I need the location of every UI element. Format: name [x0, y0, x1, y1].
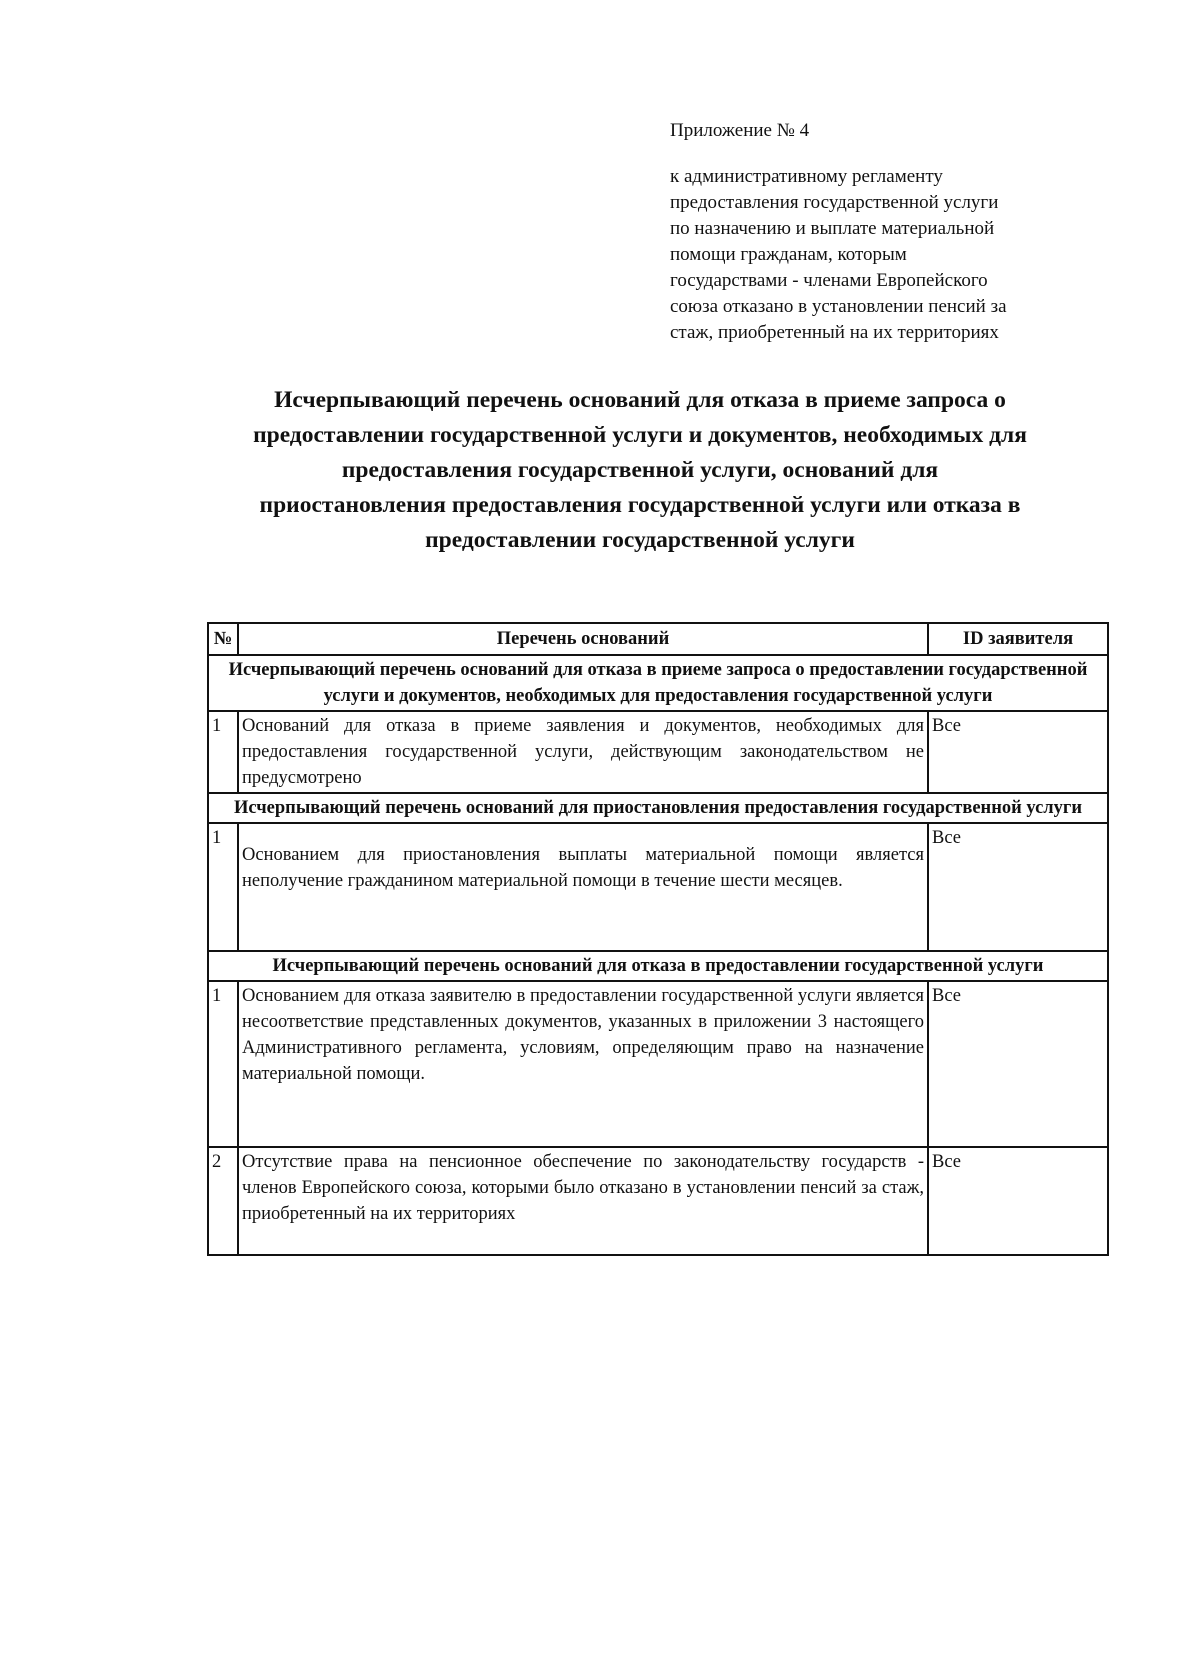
table-row — [208, 1147, 1108, 1255]
appendix-block — [670, 118, 1140, 346]
appendix-line: по назначению и выплате материальной — [670, 218, 995, 239]
header-num: № — [208, 623, 238, 655]
appendix-line: государствами - членами Европейского — [670, 270, 988, 291]
header-grounds: Перечень оснований — [238, 623, 928, 655]
appendix-line: союза отказано в установлении пенсий за — [670, 296, 1007, 317]
appendix-subtitle — [670, 164, 1140, 346]
row-number: 2 — [208, 1147, 238, 1255]
section-heading-row — [208, 793, 1108, 823]
table-row — [208, 823, 1108, 951]
title-line: приостановления предоставления государственной услуги или отказа в — [259, 492, 1021, 518]
table-header-row — [208, 623, 1108, 655]
appendix-title: Приложение № 4 — [670, 120, 810, 141]
section-heading-row — [208, 951, 1108, 981]
row-text: Основанием для отказа заявителю в предоставлении государственной услуги является несоответствие представленных документов, указанных в приложении 3 настоящего Административного регламента, условиям, определяющим право на назначение материальной помощи. — [238, 981, 928, 1147]
document-title — [130, 383, 1150, 558]
title-line: предоставлении государственной услуги — [425, 527, 855, 553]
row-number: 1 — [208, 711, 238, 793]
row-applicant-id: Все — [928, 1147, 1108, 1255]
row-applicant-id: Все — [928, 711, 1108, 793]
row-number: 1 — [208, 823, 238, 951]
row-text: Отсутствие права на пенсионное обеспечение по законодательству государств - членов Европейского союза, которыми было отказано в установлении пенсий за стаж, приобретенный на их территориях — [238, 1147, 928, 1255]
section-title-refusal-acceptance: Исчерпывающий перечень оснований для отказа в приеме запроса о предоставлении государственной услуги и документов, необходимых для предоставления государственной услуги — [208, 655, 1108, 711]
title-line: Исчерпывающий перечень оснований для отказа в приеме запроса о — [274, 387, 1006, 413]
grounds-table — [207, 622, 1109, 1256]
row-applicant-id: Все — [928, 823, 1108, 951]
row-number: 1 — [208, 981, 238, 1147]
header-applicant-id: ID заявителя — [928, 623, 1108, 655]
appendix-line: предоставления государственной услуги — [670, 192, 999, 213]
appendix-line: к административному регламенту — [670, 166, 943, 187]
appendix-line: стаж, приобретенный на их территориях — [670, 322, 999, 343]
row-applicant-id: Все — [928, 981, 1108, 1147]
table-row — [208, 711, 1108, 793]
row-text: Основанием для приостановления выплаты материальной помощи является неполучение гражданином материальной помощи в течение шести месяцев. — [238, 823, 928, 951]
title-line: предоставлении государственной услуги и документов, необходимых для — [253, 422, 1027, 448]
appendix-line: помощи гражданам, которым — [670, 244, 907, 265]
section-title-suspension: Исчерпывающий перечень оснований для приостановления предоставления государственной услуги — [208, 793, 1108, 823]
title-line: предоставления государственной услуги, оснований для — [341, 457, 939, 483]
row-text: Оснований для отказа в приеме заявления и документов, необходимых для предоставления государственной услуги, действующим законодательством не предусмотрено — [238, 711, 928, 793]
table-row — [208, 981, 1108, 1147]
section-heading-row — [208, 655, 1108, 711]
section-title-refusal-service: Исчерпывающий перечень оснований для отказа в предоставлении государственной услуги — [208, 951, 1108, 981]
